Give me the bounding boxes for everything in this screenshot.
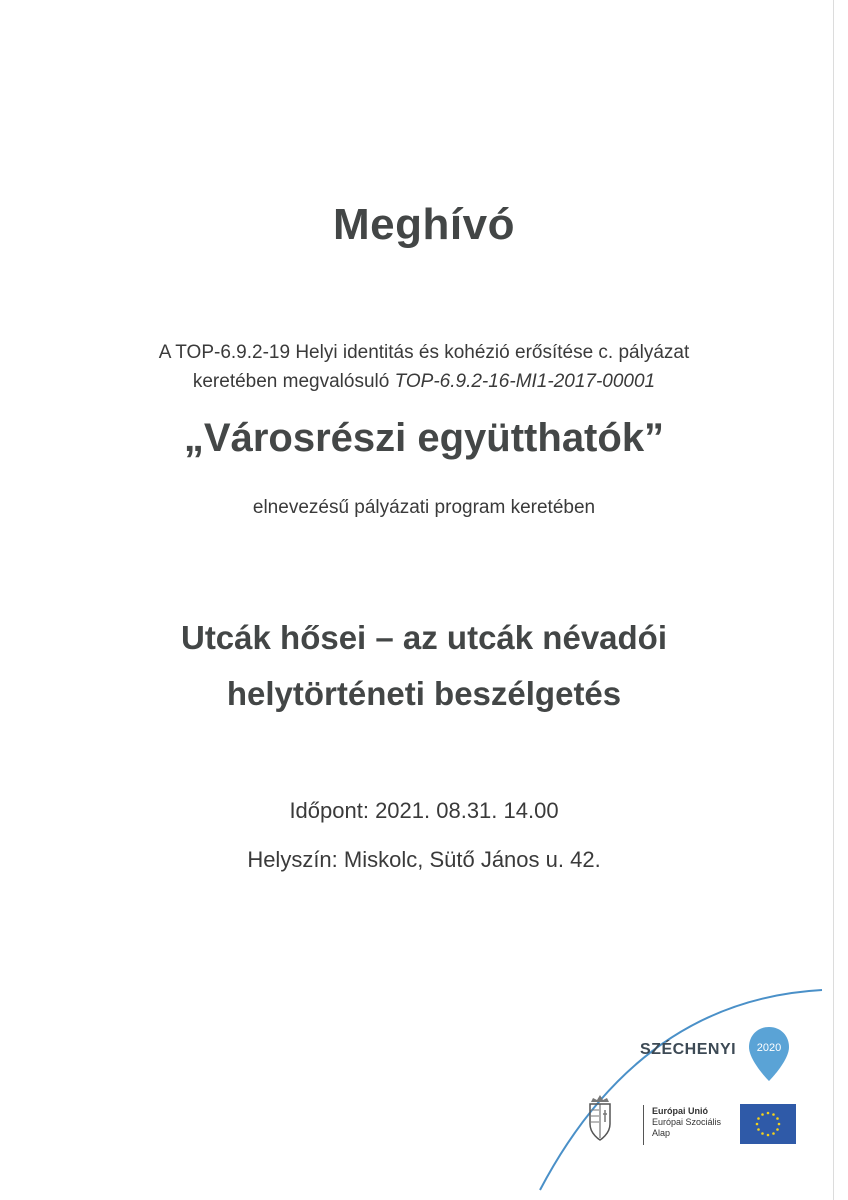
event-time: Időpont: 2021. 08.31. 14.00	[289, 798, 559, 823]
program-subline: elnevezésű pályázati program keretében	[252, 497, 596, 518]
event-line-2: helytörténeti beszélgetés	[226, 675, 622, 712]
page-edge	[833, 0, 834, 1200]
eu-line-3: Alap	[652, 1128, 671, 1138]
eu-flag-icon	[740, 1104, 796, 1144]
event-line-1: Utcák hősei – az utcák névadói	[180, 619, 668, 656]
szechenyi-year: 2020	[756, 1042, 782, 1054]
eu-fund-label	[652, 1106, 721, 1139]
event-title	[0, 610, 848, 722]
eu-line-2: Európai Szociális	[652, 1117, 722, 1127]
intro-text	[0, 338, 848, 396]
intro-line-1: A TOP-6.9.2-19 Helyi identitás és kohézió erősítése c. pályázat	[158, 342, 690, 363]
eu-line-1: Európai Unió	[652, 1106, 708, 1116]
event-info	[0, 786, 848, 884]
program-name: „Városrészi együtthatók”	[183, 416, 665, 460]
document-title: Meghívó	[333, 200, 515, 249]
szechenyi-logo-text: SZÉCHENYI	[640, 1041, 737, 1058]
project-code: TOP-6.9.2-16-MI1-2017-00001	[394, 371, 656, 392]
intro-line-2-prefix: keretében megvalósuló	[192, 371, 395, 392]
event-place: Helyszín: Miskolc, Sütő János u. 42.	[247, 847, 601, 872]
hungarian-coat-of-arms-icon	[585, 1092, 615, 1146]
intro-line-2	[0, 367, 848, 396]
szechenyi-pin-icon	[747, 1025, 791, 1083]
footer-divider	[643, 1105, 644, 1145]
